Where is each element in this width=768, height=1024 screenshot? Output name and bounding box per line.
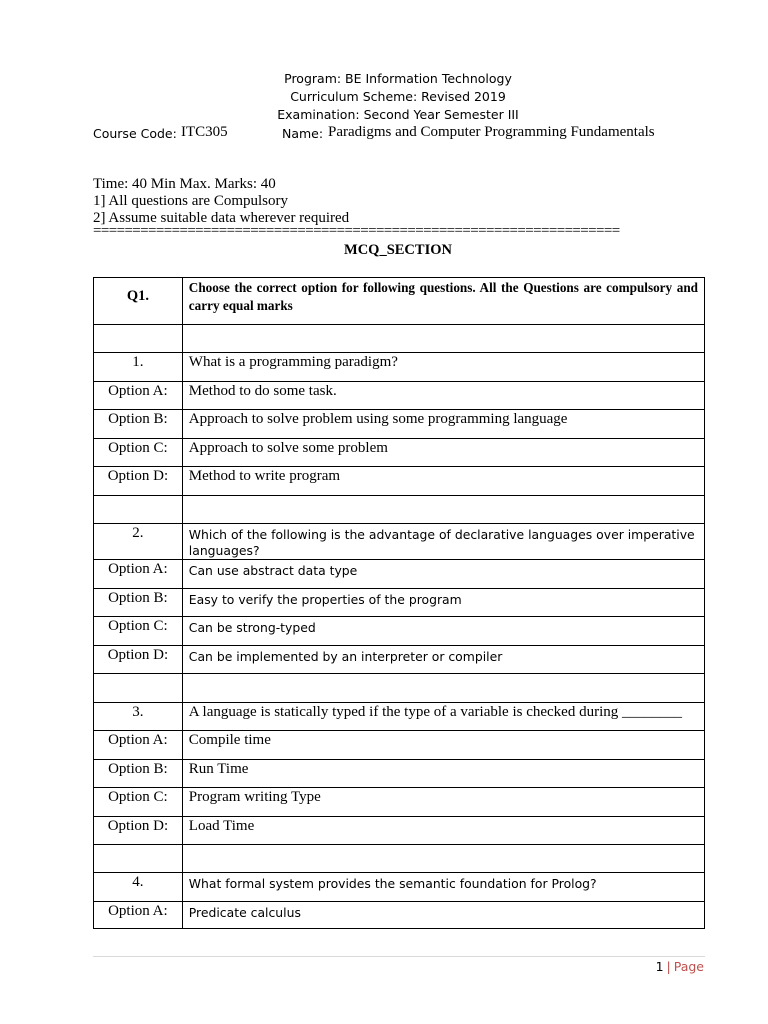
instruction-1: 1] All questions are Compulsory — [93, 193, 288, 209]
question-text: What formal system provides the semantic foundation for Prolog? — [188, 876, 597, 891]
table-row-option — [94, 646, 705, 674]
option-label: Option B: — [108, 411, 168, 427]
option-text: Method to write program — [188, 468, 341, 484]
table-row-option — [94, 410, 705, 439]
option-label: Option A: — [108, 561, 168, 577]
q1-instruction: Choose the correct option for following questions. All the Questions are compulsory and carry equal marks — [188, 280, 698, 313]
examination-line: Examination: Second Year Semester III — [277, 107, 519, 122]
table-row-option — [94, 760, 705, 788]
table-row-option — [94, 788, 705, 817]
table-row-q1-header — [94, 278, 705, 325]
table-row-spacer — [94, 325, 705, 353]
option-label: Option A: — [108, 732, 168, 748]
option-label: Option D: — [107, 647, 169, 663]
option-text: Method to do some task. — [188, 383, 337, 399]
question-text: What is a programming paradigm? — [188, 354, 398, 370]
option-text: Run Time — [188, 761, 249, 777]
option-text: Can be implemented by an interpreter or compiler — [188, 649, 503, 664]
option-label: Option C: — [108, 618, 168, 634]
table-row-question-4 — [94, 873, 705, 902]
table-row-option — [94, 817, 705, 845]
question-text: A language is statically typed if the type of a variable is checked during ________ — [188, 704, 682, 720]
option-label: Option A: — [108, 383, 168, 399]
option-label: Option B: — [108, 761, 168, 777]
question-number: 4. — [132, 874, 144, 890]
table-row-option — [94, 382, 705, 410]
table-row-spacer — [94, 845, 705, 873]
option-label: Option D: — [107, 468, 169, 484]
option-label: Option C: — [108, 789, 168, 805]
question-number: 3. — [132, 704, 144, 720]
option-text: Can be strong-typed — [188, 620, 316, 635]
option-text: Approach to solve some problem — [188, 440, 388, 456]
footer-separator: | — [666, 959, 671, 974]
question-text: Which of the following is the advantage of declarative languages over imperative languages? — [188, 527, 695, 558]
footer-divider — [93, 956, 705, 957]
time-marks-line: Time: 40 Min Max. Marks: 40 — [93, 176, 276, 192]
course-name-value: Paradigms and Computer Programming Fundamentals — [328, 124, 655, 140]
option-label: Option A: — [108, 903, 168, 919]
table-row-option — [94, 617, 705, 646]
option-text: Compile time — [188, 732, 271, 748]
q1-label: Q1. — [126, 288, 149, 304]
option-label: Option B: — [108, 590, 168, 606]
curriculum-scheme-line: Curriculum Scheme: Revised 2019 — [290, 89, 506, 104]
option-text: Load Time — [188, 818, 255, 834]
table-row-option — [94, 439, 705, 467]
table-row-option — [94, 467, 705, 496]
question-number: 2. — [132, 525, 144, 541]
course-code-value: ITC305 — [181, 124, 228, 140]
course-name-label: Name: — [282, 126, 324, 141]
table-row-option — [94, 560, 705, 589]
question-number: 1. — [132, 354, 144, 370]
course-line — [93, 124, 713, 144]
course-code-label: Course Code: — [93, 126, 177, 141]
table-row-spacer — [94, 674, 705, 703]
page-number: 1 — [655, 959, 664, 974]
option-text: Predicate calculus — [188, 905, 301, 920]
instruction-2: 2] Assume suitable data wherever required — [93, 210, 350, 226]
page-footer — [560, 959, 704, 974]
table-row-option — [94, 589, 705, 617]
separator-line: =================================================================== — [93, 223, 620, 239]
page-word: Page — [673, 959, 704, 974]
option-text: Easy to verify the properties of the program — [188, 592, 462, 607]
table-row-option — [94, 731, 705, 760]
mcq-table — [93, 277, 705, 929]
table-row-option — [94, 902, 705, 929]
option-text: Approach to solve problem using some programming language — [188, 411, 568, 427]
table-row-spacer — [94, 496, 705, 524]
option-text: Can use abstract data type — [188, 563, 358, 578]
table-row-question-3 — [94, 703, 705, 731]
table-row-question-2 — [94, 524, 705, 560]
program-line: Program: BE Information Technology — [284, 71, 512, 86]
option-text: Program writing Type — [188, 789, 321, 805]
table-row-question-1 — [94, 353, 705, 382]
option-label: Option D: — [107, 818, 169, 834]
option-label: Option C: — [108, 440, 168, 456]
section-title: MCQ_SECTION — [344, 242, 452, 258]
